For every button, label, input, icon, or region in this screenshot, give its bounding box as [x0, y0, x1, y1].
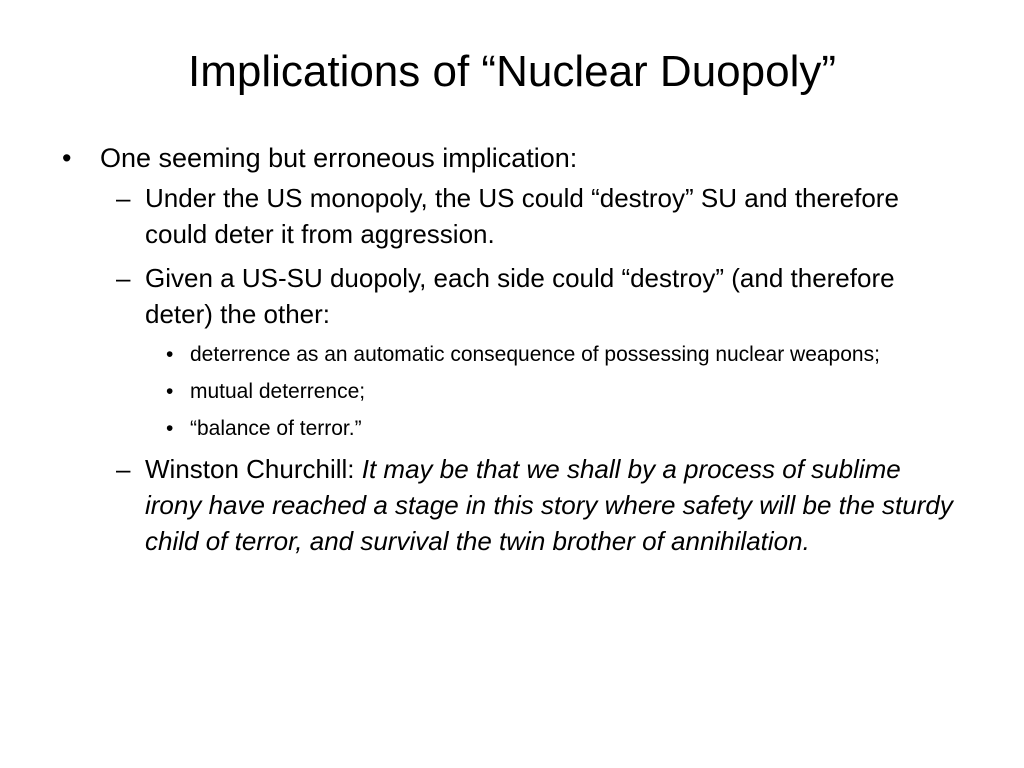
bullet-marker: • — [62, 143, 72, 173]
slide-title: Implications of “Nuclear Duopoly” — [187, 47, 837, 96]
dash-marker: – — [116, 183, 131, 213]
quote-speaker: Winston Churchill: — [145, 454, 362, 484]
list-item-text: “balance of terror.” — [190, 417, 362, 440]
list-item-text: mutual deterrence; — [190, 380, 366, 403]
churchill-quote — [60, 451, 960, 559]
quote-text: It may be that we shall by a process of sublime irony have reached a stage in this story where safety will be the sturdy child of terror, and survival the twin brother of annihilation. — [145, 454, 953, 556]
dash-marker: – — [116, 454, 131, 484]
list-item — [60, 414, 960, 443]
slide-body — [60, 140, 960, 567]
dot-marker: • — [166, 343, 174, 366]
list-item — [60, 377, 960, 406]
bullet-point — [60, 140, 960, 176]
subpoint-text: Under the US monopoly, the US could “destroy” SU and therefore could deter it from aggression. — [145, 183, 899, 249]
bullet-text: One seeming but erroneous implication: — [100, 143, 578, 173]
subpoint-text: Given a US-SU duopoly, each side could “destroy” (and therefore deter) the other: — [145, 263, 895, 329]
list-item — [60, 340, 960, 369]
subpoint-monopoly — [60, 180, 960, 252]
dash-marker: – — [116, 263, 131, 293]
dot-marker: • — [166, 380, 174, 403]
dot-marker: • — [166, 417, 174, 440]
list-item-text: deterrence as an automatic consequence of possessing nuclear weapons; — [190, 343, 880, 366]
subpoint-duopoly — [60, 260, 960, 332]
